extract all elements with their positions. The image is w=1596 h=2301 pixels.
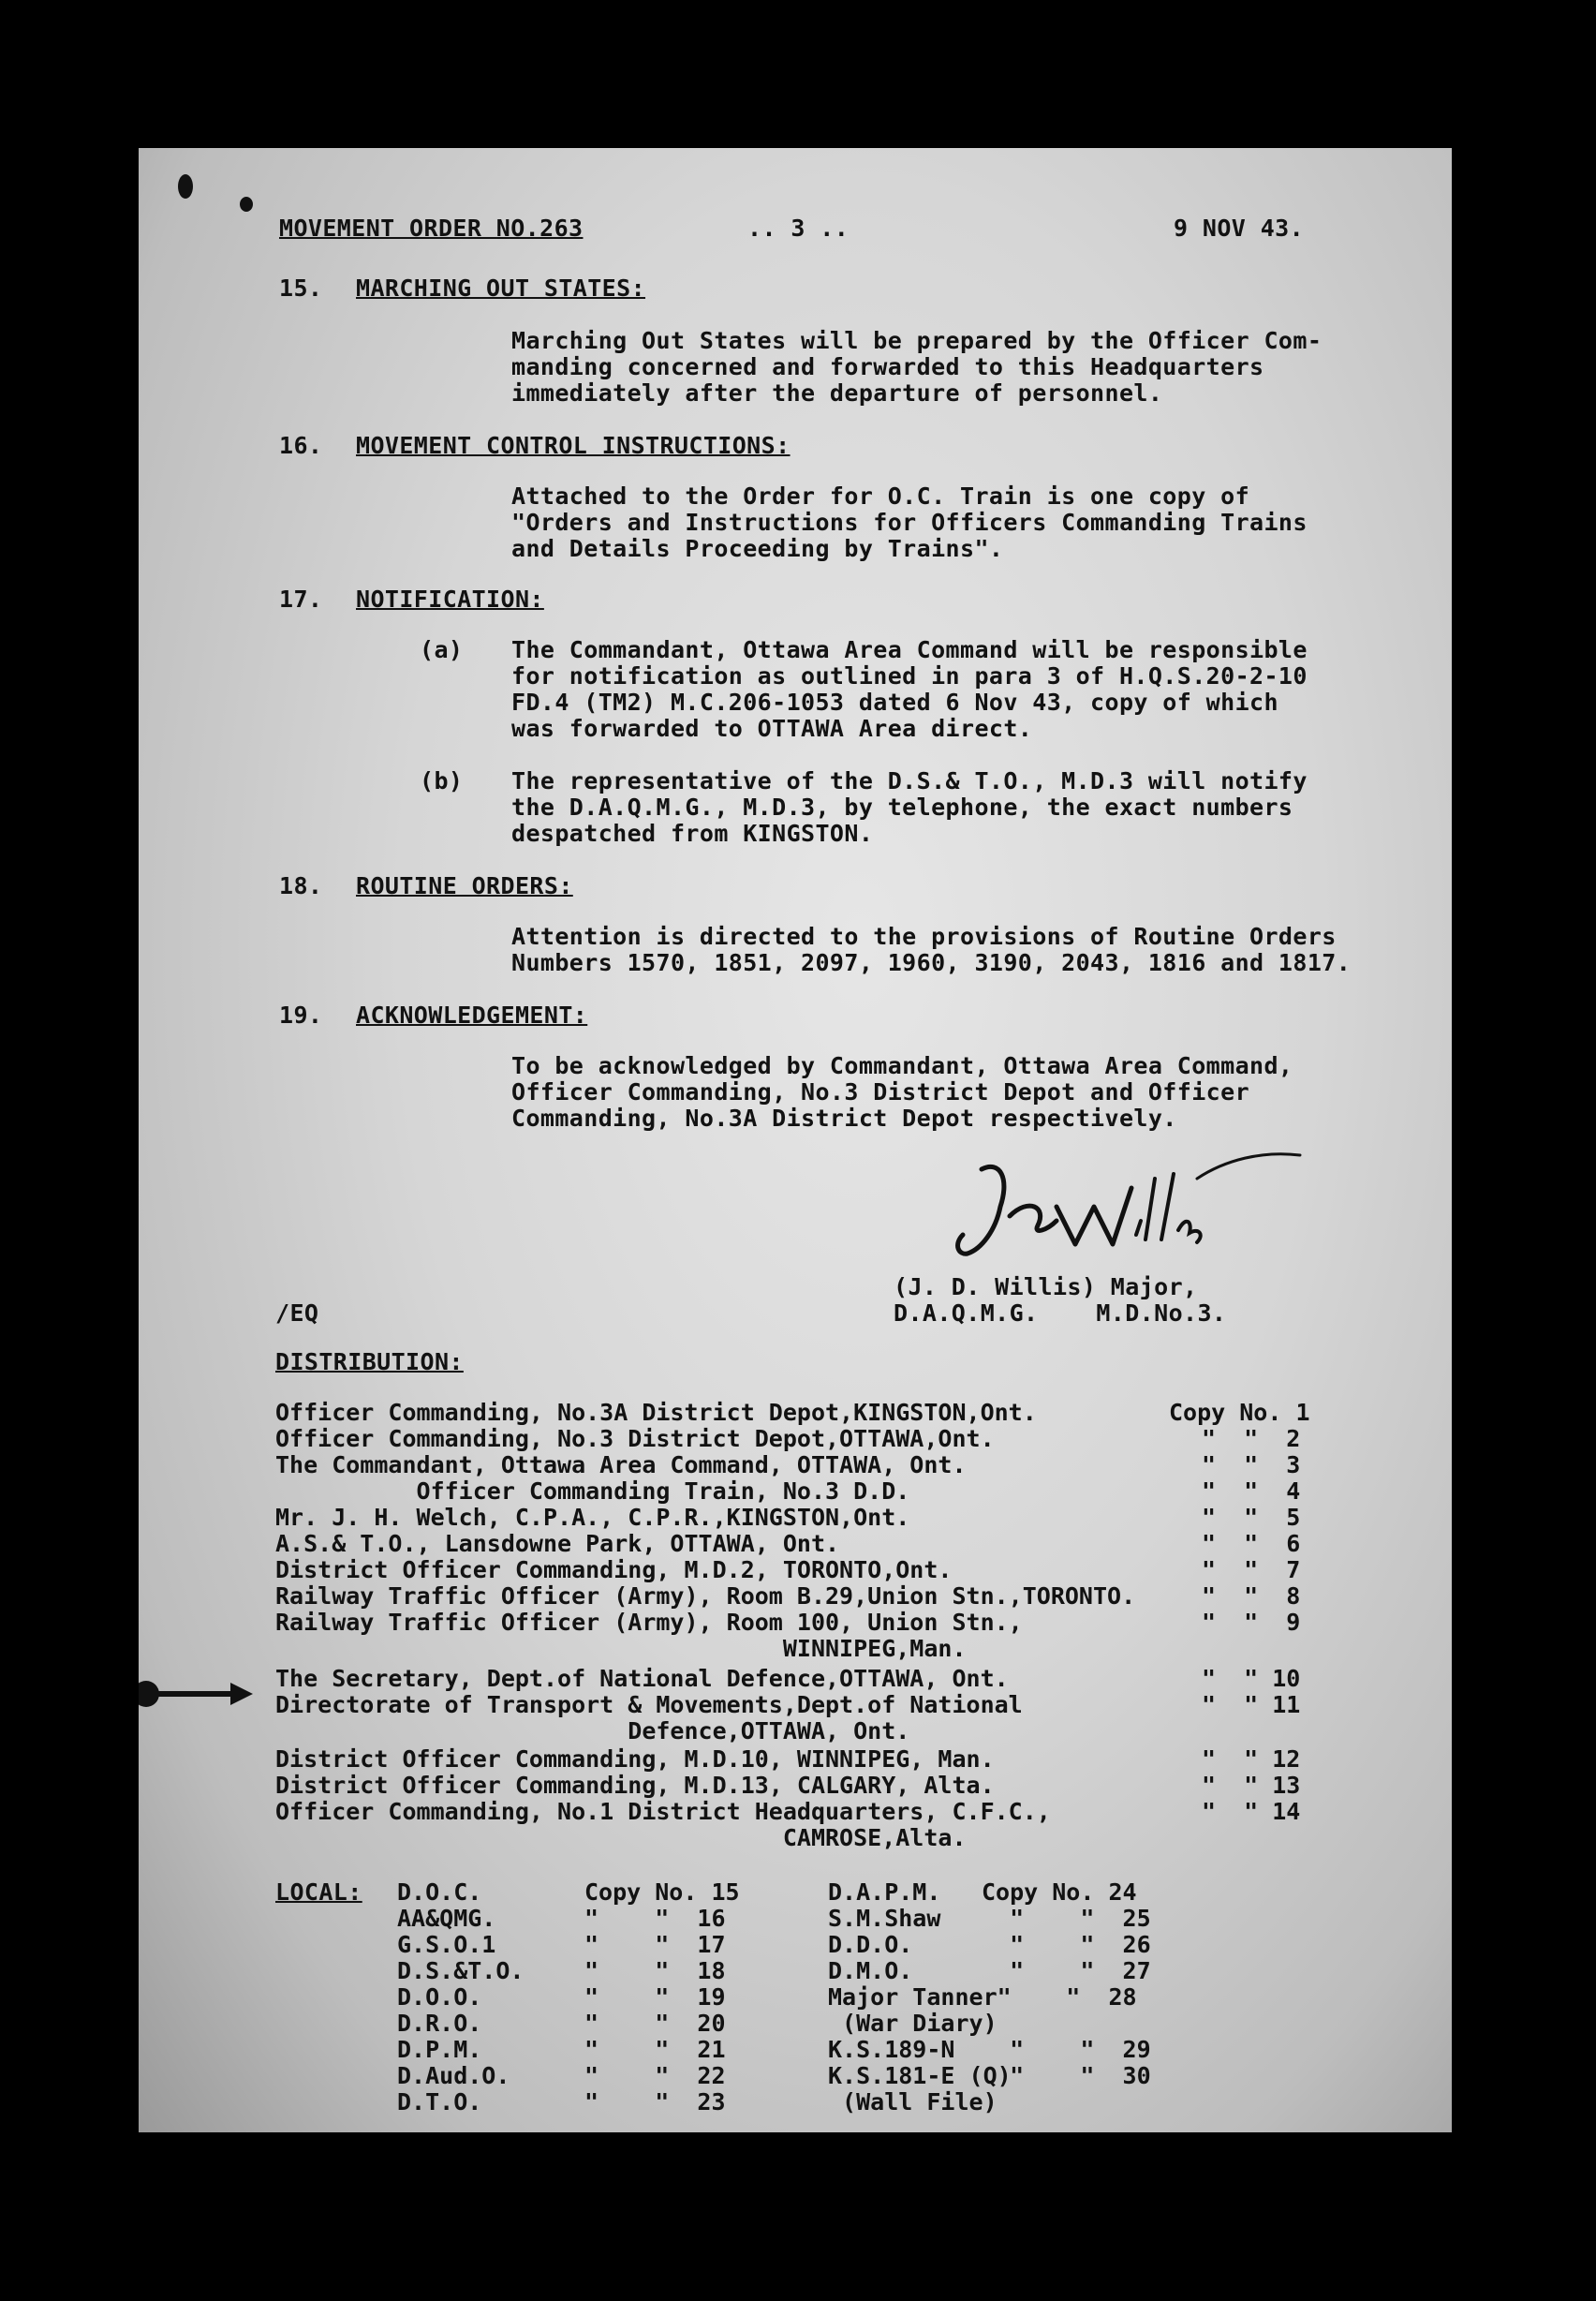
distribution-entry: Railway Traffic Officer (Army), Room 100, Union Stn.,	[275, 1609, 1023, 1636]
section-line: "Orders and Instructions for Officers Commanding Trains	[511, 509, 1308, 536]
section-line: Marching Out States will be prepared by the Officer Com-	[511, 327, 1323, 354]
distribution-entry: Officer Commanding, No.1 District Headquarters, C.F.C.,	[275, 1798, 1051, 1825]
distribution-entry: Directorate of Transport & Movements,Dept.of National	[275, 1691, 1023, 1718]
distribution-entry: Officer Commanding, No.3 District Depot,OTTAWA,Ont.	[275, 1425, 995, 1452]
local-name: Major Tanner"	[828, 1983, 1012, 2011]
distribution-entry: District Officer Commanding, M.D.13, CALGARY, Alta.	[275, 1772, 995, 1799]
item-label: (a)	[420, 636, 464, 663]
section-line: Commanding, No.3A District Depot respectively.	[511, 1105, 1177, 1132]
document-page	[139, 148, 1452, 2132]
copy-number: " " 2	[1202, 1425, 1301, 1452]
distribution-entry: CAMROSE,Alta.	[275, 1824, 967, 1851]
handwritten-signature	[944, 1141, 1356, 1272]
distribution-entry: Officer Commanding Train, No.3 D.D.	[275, 1477, 910, 1505]
local-label: LOCAL:	[275, 1878, 362, 1906]
local-name: D.M.O.	[828, 1957, 913, 1984]
local-name: G.S.O.1	[397, 1931, 496, 1958]
copy-number: " " 5	[1202, 1504, 1301, 1531]
local-copy: " " 21	[584, 2036, 726, 2063]
section-line: Attached to the Order for O.C. Train is one copy of	[511, 482, 1250, 510]
local-name: D.O.C.	[397, 1878, 482, 1906]
local-name: K.S.181-E (Q)	[828, 2062, 1012, 2089]
distribution-entry: District Officer Commanding, M.D.10, WINNIPEG, Man.	[275, 1745, 995, 1773]
local-name: (Wall File)	[828, 2088, 998, 2115]
distribution-entry: Defence,OTTAWA, Ont.	[275, 1717, 910, 1744]
item-line: The Commandant, Ottawa Area Command will be responsible	[511, 636, 1308, 663]
section-number: 16.	[279, 432, 323, 459]
local-name: K.S.189-N	[828, 2036, 955, 2063]
item-line: was forwarded to OTTAWA Area direct.	[511, 715, 1033, 742]
local-copy: Copy No. 24	[982, 1878, 1137, 1906]
local-copy: " " 26	[982, 1931, 1151, 1958]
local-copy: " " 17	[584, 1931, 726, 1958]
typist-initials: /EQ	[275, 1299, 319, 1327]
local-copy: " " 30	[982, 2062, 1151, 2089]
local-copy: " " 25	[982, 1905, 1151, 1932]
local-copy: " " 29	[982, 2036, 1151, 2063]
section-line: manding concerned and forwarded to this Headquarters	[511, 353, 1264, 380]
local-copy: " " 23	[584, 2088, 726, 2115]
section-title: ACKNOWLEDGEMENT:	[356, 1002, 588, 1029]
punch-mark	[178, 174, 193, 199]
punch-mark	[240, 197, 253, 212]
order-date: 9 NOV 43.	[1174, 215, 1305, 242]
order-number: MOVEMENT ORDER NO.263	[279, 215, 584, 242]
section-number: 17.	[279, 586, 323, 613]
copy-number: Copy No. 1	[1169, 1399, 1310, 1426]
section-number: 15.	[279, 275, 323, 302]
local-name: (War Diary)	[828, 2010, 998, 2037]
local-name: D.T.O.	[397, 2088, 482, 2115]
distribution-entry: Officer Commanding, No.3A District Depot,KINGSTON,Ont.	[275, 1399, 1037, 1426]
section-line: To be acknowledged by Commandant, Ottawa Area Command,	[511, 1052, 1293, 1079]
local-copy: " " 16	[584, 1905, 726, 1932]
item-line: FD.4 (TM2) M.C.206-1053 dated 6 Nov 43, copy of which	[511, 689, 1278, 716]
section-title: NOTIFICATION:	[356, 586, 544, 613]
copy-number: " " 11	[1202, 1691, 1301, 1718]
page-number: .. 3 ..	[747, 215, 850, 242]
local-name: AA&QMG.	[397, 1905, 496, 1932]
local-copy: Copy No. 15	[584, 1878, 740, 1906]
copy-number: " " 14	[1202, 1798, 1301, 1825]
item-line: The representative of the D.S.& T.O., M.D.3 will notify	[511, 767, 1308, 794]
arrow-marker-icon	[139, 1675, 255, 1713]
local-copy: " 28	[982, 1983, 1137, 2011]
local-name: D.P.M.	[397, 2036, 482, 2063]
signatory-name: (J. D. Willis) Major,	[894, 1273, 1198, 1300]
distribution-entry: Railway Traffic Officer (Army), Room B.29,Union Stn.,TORONTO.	[275, 1582, 1136, 1610]
copy-number: " " 10	[1202, 1665, 1301, 1692]
item-line: despatched from KINGSTON.	[511, 820, 874, 847]
section-number: 18.	[279, 872, 323, 899]
local-name: D.D.O.	[828, 1931, 913, 1958]
local-copy: " " 20	[584, 2010, 726, 2037]
distribution-entry: District Officer Commanding, M.D.2, TORONTO,Ont.	[275, 1556, 953, 1583]
distribution-entry: WINNIPEG,Man.	[275, 1635, 967, 1662]
section-title: MOVEMENT CONTROL INSTRUCTIONS:	[356, 432, 791, 459]
item-line: for notification as outlined in para 3 of H.Q.S.20-2-10	[511, 662, 1308, 690]
copy-number: " " 9	[1202, 1609, 1301, 1636]
distribution-entry: The Commandant, Ottawa Area Command, OTTAWA, Ont.	[275, 1451, 967, 1478]
copy-number: " " 6	[1202, 1530, 1301, 1557]
local-copy: " " 18	[584, 1957, 726, 1984]
local-name: D.O.O.	[397, 1983, 482, 2011]
local-copy: " " 22	[584, 2062, 726, 2089]
item-label: (b)	[420, 767, 464, 794]
local-copy: " " 27	[982, 1957, 1151, 1984]
section-line: Officer Commanding, No.3 District Depot and Officer	[511, 1078, 1250, 1106]
local-name: D.S.&T.O.	[397, 1957, 525, 1984]
local-name: D.A.P.M.	[828, 1878, 941, 1906]
distribution-entry: The Secretary, Dept.of National Defence,OTTAWA, Ont.	[275, 1665, 1009, 1692]
section-line: Numbers 1570, 1851, 2097, 1960, 3190, 2043, 1816 and 1817.	[511, 949, 1352, 976]
local-copy: " " 19	[584, 1983, 726, 2011]
distribution-title: DISTRIBUTION:	[275, 1348, 464, 1375]
section-line: immediately after the departure of personnel.	[511, 379, 1163, 407]
section-title: ROUTINE ORDERS:	[356, 872, 573, 899]
local-name: S.M.Shaw	[828, 1905, 941, 1932]
section-number: 19.	[279, 1002, 323, 1029]
copy-number: " " 12	[1202, 1745, 1301, 1773]
item-line: the D.A.Q.M.G., M.D.3, by telephone, the exact numbers	[511, 794, 1293, 821]
copy-number: " " 8	[1202, 1582, 1301, 1610]
copy-number: " " 7	[1202, 1556, 1301, 1583]
distribution-entry: Mr. J. H. Welch, C.P.A., C.P.R.,KINGSTON,Ont.	[275, 1504, 910, 1531]
copy-number: " " 13	[1202, 1772, 1301, 1799]
signatory-title: D.A.Q.M.G. M.D.No.3.	[894, 1299, 1227, 1327]
copy-number: " " 3	[1202, 1451, 1301, 1478]
section-title: MARCHING OUT STATES:	[356, 275, 646, 302]
copy-number: " " 4	[1202, 1477, 1301, 1505]
section-line: Attention is directed to the provisions of Routine Orders	[511, 923, 1337, 950]
local-name: D.R.O.	[397, 2010, 482, 2037]
distribution-entry: A.S.& T.O., Lansdowne Park, OTTAWA, Ont.	[275, 1530, 840, 1557]
local-name: D.Aud.O.	[397, 2062, 510, 2089]
section-line: and Details Proceeding by Trains".	[511, 535, 1004, 562]
